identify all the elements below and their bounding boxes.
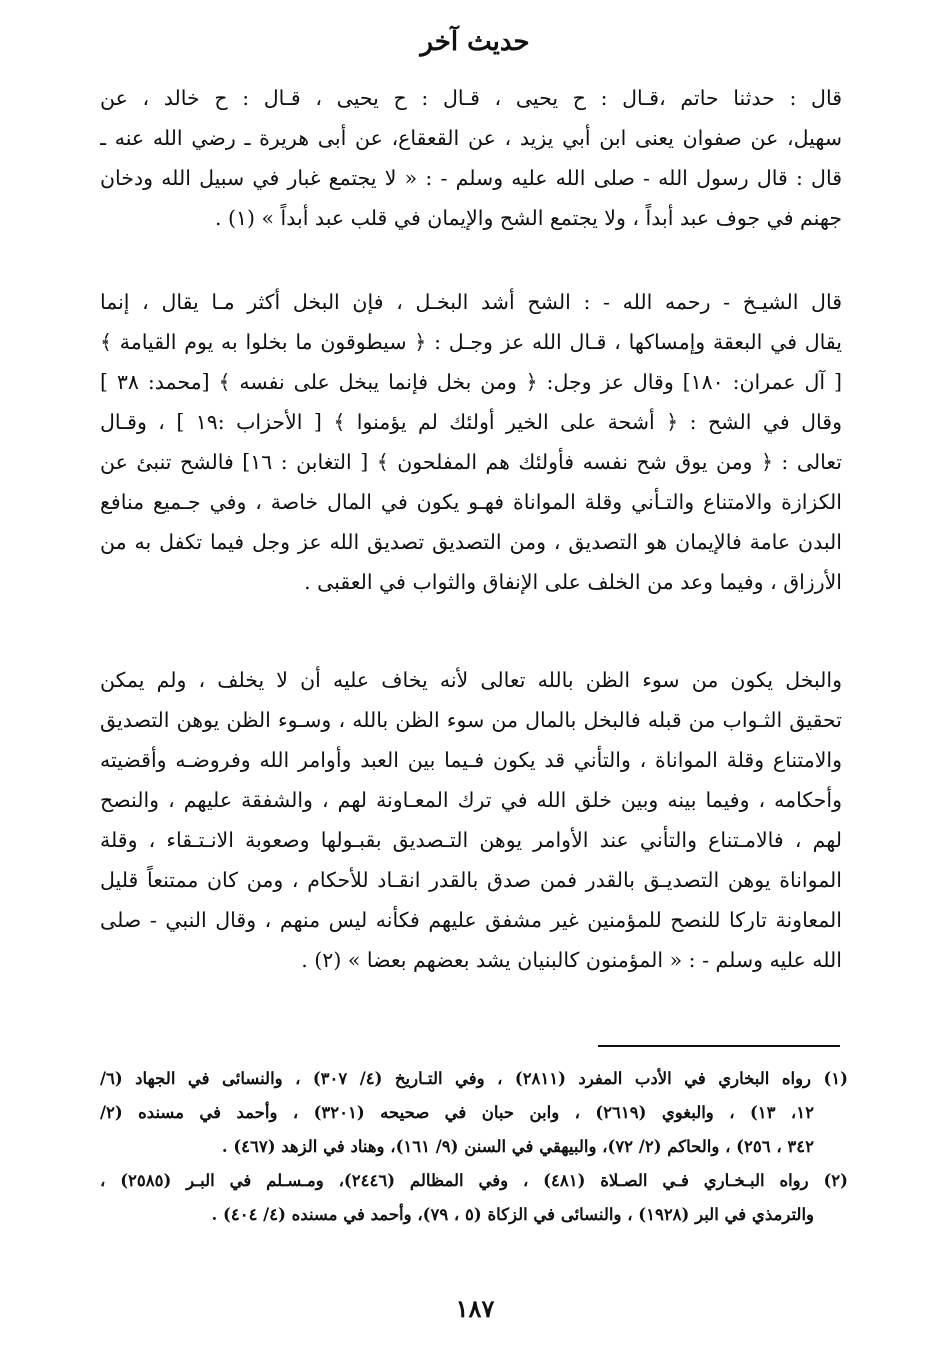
text-line: قال الشيـخ - رحمه الله - : الشح أشد البخـل ، فإن البخل أكثر مـا يقال ، إنما <box>100 290 842 314</box>
paragraph-3 <box>100 660 842 980</box>
text-line: جهنم في جوف عبد أبداً ، ولا يجتمع الشح والإيمان في قلب عبد أبداً » (١) . <box>214 206 842 230</box>
footnote-line: (١) رواه البخاري في الأدب المفرد (٢٨١١) ، وفي التـاريخ (٤/ ٣٠٧) ، والنسائى في الجهاد (٦/ <box>100 1069 848 1088</box>
text-line: الأرزاق ، وفيما وعد من الخلف على الإنفاق والثواب في العقبى . <box>304 570 842 594</box>
text-line: لهم ، فالامـتناع والتأني عند الأوامر يوهن التـصديق بقبـولها وصعوبة الانـتـقاء ، وقلة <box>100 828 842 852</box>
text-line: تعالى : ﴿ ومن يوق شح نفسه فأولئك هم المفلحون ﴾ [ التغابن : ١٦] فالشح تنبئ عن <box>100 450 842 474</box>
text-line: قال : حدثنا حاتم ،قـال : ح يحيى ، قـال : ح يحيى ، قـال : ح خالد ، عن <box>100 86 842 110</box>
text-line: سهيل، عن صفوان يعنى ابن أبي يزيد ، عن القعقاع، عن أبى هريرة ـ رضي الله عنه ـ <box>100 126 842 150</box>
text-line: والامتناع وقلة المواناة ، والتأني قد يكون فـيما بين العبد وأوامر الله وفروضـه وأقضيته <box>100 748 842 772</box>
text-line: وأحكامه ، وفيما بينه وبين خلق الله في ترك المعـاونة لهم ، والشفقة عليهم ، والنصح <box>100 788 842 812</box>
footnote-line: ١٢، ١٣) ، والبغوي (٢٦١٩) ، وابن حبان في صحيحه (٣٢٠١) ، وأحمد في مسنده (٢/ <box>100 1103 814 1122</box>
text-line: الكزازة والامتناع والتـأني وقلة المواناة فهـو يكون في المال خاصة ، وفي جـميع منافع <box>100 490 842 514</box>
page-title: حديث آخر <box>420 27 530 57</box>
footnote-line: والترمذي في البر (١٩٢٨) ، والنسائى في الزكاة (٥ ، ٧٩)، وأحمد في مسنده (٤/ ٤٠٤) . <box>211 1205 814 1224</box>
text-line: المعاونة تاركا للنصح للمؤمنين غير مشفق عليهم فكأنه ليس منهم ، وقال النبي - صلى <box>100 908 842 932</box>
page-number: ١٨٧ <box>455 1294 495 1323</box>
footnotes <box>100 1062 848 1232</box>
text-line: وقال في الشح : ﴿ أشحة على الخير أولئك لم يؤمنوا ﴾ [ الأحزاب :١٩ ] ، وقـال <box>100 410 842 434</box>
text-line: قال : قال رسول الله - صلى الله عليه وسلم - : « لا يجتمع غبار في سبيل الله ودخان <box>100 166 842 190</box>
paragraph-2 <box>100 282 842 602</box>
text-line: والبخل يكون من سوء الظن بالله تعالى لأنه يخاف عليه أن لا يخلف ، ولم يمكن <box>100 668 842 692</box>
text-line: الله عليه وسلم - : « المؤمنون كالبنيان يشد بعضهم بعضا » (٢) . <box>301 948 842 972</box>
footnote-line: (٢) رواه البـخـاري فـي الصـلاة (٤٨١) ، وفي المظالم (٢٤٤٦)، ومـسـلم في البـر (٢٥٨٥) ، <box>100 1171 848 1190</box>
footnote-divider <box>598 1045 840 1047</box>
text-line: [ آل عمران: ١٨٠] وقال عز وجل: ﴿ ومن بخل فإنما يبخل على نفسه ﴾ [محمد: ٣٨ ] <box>100 370 842 394</box>
text-line: المواناة يوهن التصديـق بالقدر فمن صدق بالقدر انقـاد للأحكام ، ومن كان ممتنعاً قليل <box>100 868 842 892</box>
text-line: يقال في البعقة وإمساكها ، قـال الله عز وجـل : ﴿ سيطوقون ما بخلوا به يوم القيامة ﴾ <box>100 330 842 354</box>
text-line: البدن عامة فالإيمان هو التصديق ، ومن التصديق تصديق الله عز وجل فيما تكفل به من <box>100 530 842 554</box>
paragraph-1 <box>100 78 842 238</box>
text-line: تحقيق الثـواب من قبله فالبخل بالمال من سوء الظن بالله ، وسـوء الظن يوهن التصديق <box>100 708 842 732</box>
footnote-line: ٣٤٢ ، ٢٥٦) ، والحاكم (٢/ ٧٢)، والبيهقي في السنن (٩/ ١٦١)، وهناد في الزهد (٤٦٧) . <box>221 1137 814 1156</box>
